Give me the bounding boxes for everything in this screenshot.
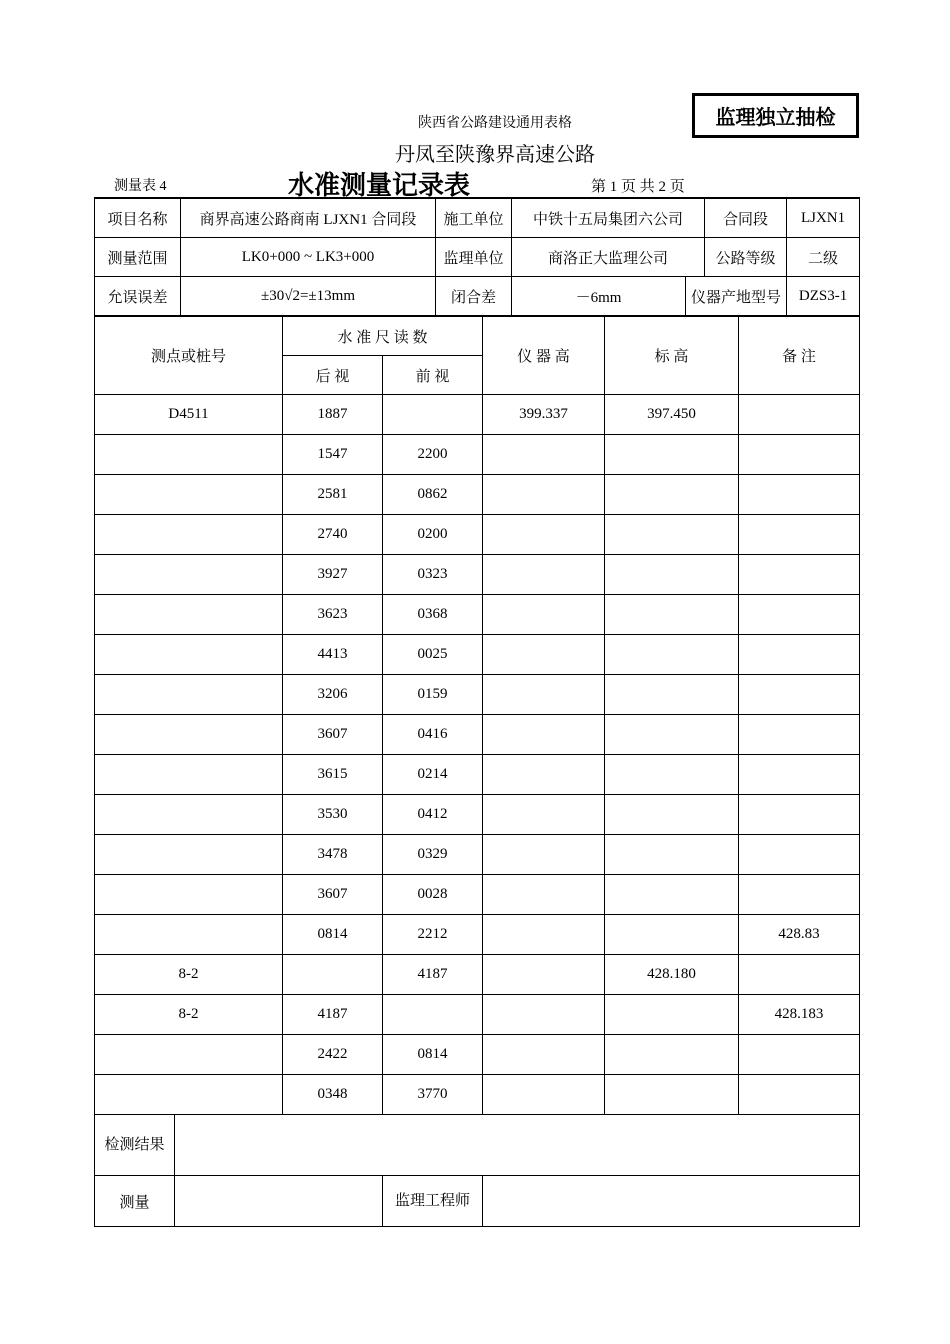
remark-cell: 428.183	[739, 995, 860, 1035]
instrument-height-cell	[483, 795, 605, 835]
remark-cell	[739, 675, 860, 715]
foresight-cell: 0028	[383, 875, 483, 915]
range-label: 测量范围	[95, 238, 181, 277]
point-cell	[95, 875, 283, 915]
col-reading-header: 水 准 尺 读 数	[283, 317, 483, 356]
foresight-cell	[383, 995, 483, 1035]
instrument-height-cell	[483, 675, 605, 715]
project-value: 商界高速公路商南 LJXN1 合同段	[181, 198, 436, 238]
range-value: LK0+000 ~ LK3+000	[181, 238, 436, 277]
instrument-height-cell	[483, 1075, 605, 1115]
closure-label: 闭合差	[436, 277, 512, 316]
remark-cell	[739, 955, 860, 995]
backsight-cell	[283, 955, 383, 995]
remark-cell	[739, 595, 860, 635]
elevation-cell	[605, 835, 739, 875]
remark-cell	[739, 795, 860, 835]
instrument-value: DZS3-1	[787, 277, 860, 316]
remark-cell	[739, 515, 860, 555]
inspection-stamp: 监理独立抽检	[692, 93, 859, 138]
builder-label: 施工单位	[436, 198, 512, 238]
backsight-cell: 4413	[283, 635, 383, 675]
col-elevation-header: 标 高	[605, 317, 739, 395]
elevation-cell	[605, 715, 739, 755]
instrument-height-cell	[483, 595, 605, 635]
foresight-cell: 4187	[383, 955, 483, 995]
table-row	[95, 435, 860, 475]
remark-cell: 428.83	[739, 915, 860, 955]
instrument-label: 仪器产地型号	[686, 277, 787, 316]
table-row	[95, 595, 860, 635]
tolerance-value: ±30√2=±13mm	[181, 277, 436, 316]
backsight-cell: 4187	[283, 995, 383, 1035]
table-row	[95, 635, 860, 675]
elevation-cell: 428.180	[605, 955, 739, 995]
contract-label: 合同段	[705, 198, 787, 238]
elevation-cell	[605, 435, 739, 475]
result-label: 检测结果	[95, 1115, 175, 1176]
point-cell	[95, 915, 283, 955]
instrument-height-cell	[483, 475, 605, 515]
backsight-cell: 3615	[283, 755, 383, 795]
col-fore-header: 前 视	[383, 356, 483, 395]
org-caption: 陕西省公路建设通用表格	[418, 116, 572, 131]
elevation-cell	[605, 995, 739, 1035]
elevation-cell	[605, 795, 739, 835]
instrument-height-cell	[483, 835, 605, 875]
table-row	[95, 1075, 860, 1115]
point-cell: 8-2	[95, 995, 283, 1035]
table-row	[95, 955, 860, 995]
supervisor-label: 监理单位	[436, 238, 512, 277]
instrument-height-cell	[483, 755, 605, 795]
point-cell	[95, 555, 283, 595]
data-rows	[95, 395, 860, 1115]
measure-value	[175, 1176, 383, 1227]
foresight-cell: 0323	[383, 555, 483, 595]
instrument-height-cell: 399.337	[483, 395, 605, 435]
point-cell: 8-2	[95, 955, 283, 995]
foresight-cell: 0200	[383, 515, 483, 555]
point-cell	[95, 795, 283, 835]
col-inst-height-header: 仪 器 高	[483, 317, 605, 395]
backsight-cell: 3927	[283, 555, 383, 595]
foresight-cell: 0368	[383, 595, 483, 635]
remark-cell	[739, 555, 860, 595]
foresight-cell	[383, 395, 483, 435]
closure-value: －6mm	[512, 277, 686, 316]
elevation-cell	[605, 875, 739, 915]
table-row	[95, 715, 860, 755]
remark-cell	[739, 835, 860, 875]
remark-cell	[739, 395, 860, 435]
info-table	[94, 197, 860, 316]
page-number: 第 1 页 共 2 页	[591, 179, 685, 195]
col-remark-header: 备 注	[739, 317, 860, 395]
point-cell	[95, 675, 283, 715]
result-value	[175, 1115, 860, 1176]
table-row	[95, 875, 860, 915]
point-cell	[95, 635, 283, 675]
instrument-height-cell	[483, 715, 605, 755]
foresight-cell: 0025	[383, 635, 483, 675]
remark-cell	[739, 1075, 860, 1115]
foresight-cell: 3770	[383, 1075, 483, 1115]
backsight-cell: 3607	[283, 875, 383, 915]
table-row	[95, 515, 860, 555]
backsight-cell: 3530	[283, 795, 383, 835]
backsight-cell: 0814	[283, 915, 383, 955]
foresight-cell: 0329	[383, 835, 483, 875]
point-cell	[95, 715, 283, 755]
remark-cell	[739, 475, 860, 515]
instrument-height-cell	[483, 435, 605, 475]
backsight-cell: 0348	[283, 1075, 383, 1115]
engineer-value	[483, 1176, 860, 1227]
foresight-cell: 2212	[383, 915, 483, 955]
tolerance-label: 允误误差	[95, 277, 181, 316]
point-cell	[95, 1075, 283, 1115]
elevation-cell	[605, 595, 739, 635]
table-row	[95, 915, 860, 955]
point-cell	[95, 835, 283, 875]
elevation-cell	[605, 635, 739, 675]
remark-cell	[739, 755, 860, 795]
table-row	[95, 555, 860, 595]
point-cell	[95, 435, 283, 475]
remark-cell	[739, 875, 860, 915]
foresight-cell: 0416	[383, 715, 483, 755]
supervisor-value: 商洛正大监理公司	[512, 238, 705, 277]
instrument-height-cell	[483, 635, 605, 675]
backsight-cell: 1547	[283, 435, 383, 475]
elevation-cell	[605, 555, 739, 595]
engineer-label: 监理工程师	[383, 1176, 483, 1227]
backsight-cell: 3206	[283, 675, 383, 715]
instrument-height-cell	[483, 515, 605, 555]
foresight-cell: 0159	[383, 675, 483, 715]
page-title: 水准测量记录表	[288, 171, 471, 201]
backsight-cell: 1887	[283, 395, 383, 435]
table-row	[95, 1035, 860, 1075]
point-cell	[95, 475, 283, 515]
form-id: 测量表 4	[114, 179, 167, 194]
foresight-cell: 0412	[383, 795, 483, 835]
instrument-height-cell	[483, 1035, 605, 1075]
elevation-cell	[605, 755, 739, 795]
leveling-table	[94, 316, 860, 1227]
measure-label: 测量	[95, 1176, 175, 1227]
backsight-cell: 3607	[283, 715, 383, 755]
foresight-cell: 0862	[383, 475, 483, 515]
table-row	[95, 755, 860, 795]
backsight-cell: 3478	[283, 835, 383, 875]
backsight-cell: 3623	[283, 595, 383, 635]
point-cell	[95, 755, 283, 795]
remark-cell	[739, 635, 860, 675]
instrument-height-cell	[483, 995, 605, 1035]
foresight-cell: 0814	[383, 1035, 483, 1075]
elevation-cell	[605, 915, 739, 955]
backsight-cell: 2581	[283, 475, 383, 515]
builder-value: 中铁十五局集团六公司	[512, 198, 705, 238]
point-cell	[95, 1035, 283, 1075]
table-row	[95, 995, 860, 1035]
instrument-height-cell	[483, 955, 605, 995]
elevation-cell	[605, 475, 739, 515]
table-row	[95, 475, 860, 515]
elevation-cell	[605, 675, 739, 715]
elevation-cell	[605, 1035, 739, 1075]
remark-cell	[739, 1035, 860, 1075]
table-row	[95, 795, 860, 835]
instrument-height-cell	[483, 875, 605, 915]
point-cell: D4511	[95, 395, 283, 435]
point-cell	[95, 595, 283, 635]
road-name: 丹凤至陕豫界高速公路	[395, 142, 595, 166]
grade-label: 公路等级	[705, 238, 787, 277]
remark-cell	[739, 435, 860, 475]
elevation-cell	[605, 1075, 739, 1115]
elevation-cell: 397.450	[605, 395, 739, 435]
backsight-cell: 2740	[283, 515, 383, 555]
instrument-height-cell	[483, 915, 605, 955]
point-cell	[95, 515, 283, 555]
project-label: 项目名称	[95, 198, 181, 238]
grade-value: 二级	[787, 238, 860, 277]
elevation-cell	[605, 515, 739, 555]
remark-cell	[739, 715, 860, 755]
table-row	[95, 675, 860, 715]
col-point-header: 测点或桩号	[95, 317, 283, 395]
foresight-cell: 0214	[383, 755, 483, 795]
table-row	[95, 395, 860, 435]
contract-value: LJXN1	[787, 198, 860, 238]
col-back-header: 后 视	[283, 356, 383, 395]
instrument-height-cell	[483, 555, 605, 595]
foresight-cell: 2200	[383, 435, 483, 475]
backsight-cell: 2422	[283, 1035, 383, 1075]
table-row	[95, 835, 860, 875]
